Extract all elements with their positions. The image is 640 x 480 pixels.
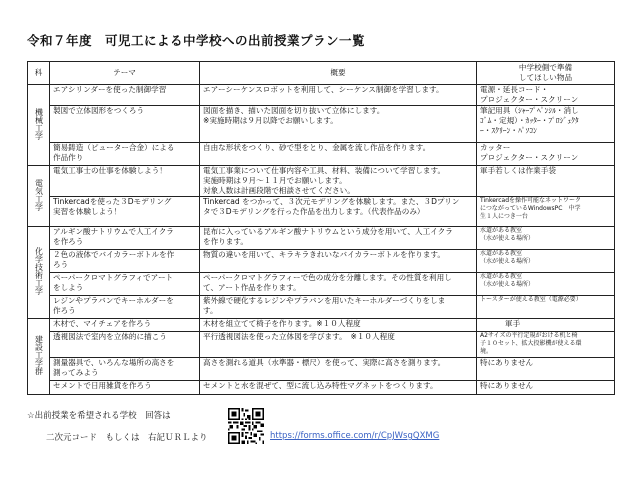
prep-cell: A2サイズの平行定規がおける机と椅 子１０セット、拡大投影機が使える環 境。 xyxy=(477,332,615,358)
summary-cell: 高さを測れる道具（水準器・標尺）を使って、実際に高さを測ります。 xyxy=(200,358,477,381)
prep-cell: カッター プロジェクター・スクリーン xyxy=(477,143,615,166)
theme-cell: アルギン酸ナトリウムで人工イクラ を作ろう xyxy=(50,227,200,250)
summary-cell: 平行透視図法を使った立体図を学びます。 ※１０人程度 xyxy=(200,332,477,358)
table-row xyxy=(28,358,615,381)
theme-cell: エアシリンダーを使った制御学習 xyxy=(50,85,200,106)
prep-cell: 水道がある教室 （水が使える場所） xyxy=(477,250,615,273)
prep-cell: 軍手若しくは作業手袋 xyxy=(477,166,615,197)
table-row xyxy=(28,197,615,227)
table-header-row xyxy=(28,62,615,85)
prep-cell: 筆記用具（ｼｬｰﾌﾟﾍﾟﾝｼﾙ・消し ｺﾞﾑ・定規）・ｶｯﾀｰ・ﾌﾟﾛｼﾞｪｸﾀ ｰ・ｽｸﾘｰﾝ・ﾊﾟｿｺﾝ xyxy=(477,106,615,143)
footer-note: ☆出前授業を希望される学校 回答は xyxy=(27,411,171,421)
summary-cell: セメントと水を混ぜて、型に流し込み特性マグネットをつくります。 xyxy=(200,381,477,395)
theme-cell: セメントで日用雑貨を作ろう xyxy=(50,381,200,395)
summary-cell: 紫外線で硬化するレジンやプラバンを用いたキーホルダーづくりをしま す。 xyxy=(200,296,477,319)
theme-cell: 透視図法で室内を立体的に描こう xyxy=(50,332,200,358)
footer-instructions: 二次元コード もしくは 右記ＵＲＬより xyxy=(46,433,208,443)
header-category: 科 xyxy=(28,62,50,85)
summary-cell: ペーパークロマトグラフィーで色の成分を分離します。その性質を利用し て、アート作品を作ります。 xyxy=(200,273,477,296)
table-row xyxy=(28,296,615,319)
table-row xyxy=(28,319,615,332)
table-row xyxy=(28,166,615,197)
summary-cell: Tinkercad をつかって、３次元モデリングを体験します。また、３Dプリン タで３Dモデリングを行った作品を出力します。（代表作品のみ） xyxy=(200,197,477,227)
theme-cell: 簡易鋳造（ピューター合金）による 作品作り xyxy=(50,143,200,166)
page-title: 令和７年度 可児工による中学校への出前授業プラン一覧 xyxy=(27,33,366,48)
theme-cell: 木材で、マイチェアを作ろう xyxy=(50,319,200,332)
lesson-plan-table xyxy=(27,61,615,395)
summary-cell: 図面を描き、描いた図面を切り抜いて立体にします。 ※実施時期は９月以降でお願いします。 xyxy=(200,106,477,143)
table-row xyxy=(28,250,615,273)
table-row xyxy=(28,85,615,106)
prep-cell: トースターが使える教室（電源必要） xyxy=(477,296,615,319)
category-kagaku xyxy=(28,227,50,319)
category-label: 機械工学 xyxy=(34,107,44,140)
category-label: 建設工学群 xyxy=(34,335,44,375)
header-prep: 中学校側で準備 してほしい物品 xyxy=(477,62,615,85)
prep-cell: Tinkercadを操作可能なネットワーク につながっているWindowsPC 中学 生１人につき一台 xyxy=(477,197,615,227)
summary-cell: 木材を組立てて椅子を作ります。※１０人程度 xyxy=(200,319,477,332)
table-row xyxy=(28,106,615,143)
table-row xyxy=(28,381,615,395)
summary-cell: 電気工事業について仕事内容や工具、材料、装備について学習します。 実施時期は９月～１１月でお願いします。 対象人数は計画段階で相談させてください。 xyxy=(200,166,477,197)
category-denki xyxy=(28,166,50,227)
theme-cell: ２色の液体でバイカラーボトルを作 ろう xyxy=(50,250,200,273)
summary-cell: 昆布に入っているアルギン酸ナトリウムという成分を用いて、人工イクラ を作ります。 xyxy=(200,227,477,250)
category-label: 化学技術工学 xyxy=(34,247,44,295)
qr-code-icon[interactable] xyxy=(228,408,264,444)
form-url-link[interactable]: https://forms.office.com/r/CpJWsgQXMG xyxy=(270,431,440,441)
prep-cell: 水道がある教室 （水が使える場所） xyxy=(477,227,615,250)
table-row xyxy=(28,143,615,166)
table-row xyxy=(28,332,615,358)
table-row xyxy=(28,273,615,296)
theme-cell: Tinkercadを使った３Dモデリング 実習を体験しよう！ xyxy=(50,197,200,227)
category-kenchiku xyxy=(28,319,50,395)
prep-cell: 電源・延長コード・ プロジェクター・スクリーン xyxy=(477,85,615,106)
table-row xyxy=(28,227,615,250)
summary-cell: 物質の違いを用いて、キラキラきれいなバイカラーボトルを作ります。 xyxy=(200,250,477,273)
theme-cell: 電気工事士の仕事を体験しよう！ xyxy=(50,166,200,197)
header-theme: テーマ xyxy=(50,62,200,85)
theme-cell: レジンやプラバンでキーホルダーを 作ろう xyxy=(50,296,200,319)
theme-cell: 製図で立体図形をつくろう xyxy=(50,106,200,143)
category-kikai xyxy=(28,85,50,166)
category-label: 電気工学 xyxy=(34,178,44,211)
summary-cell: エアーシーケンスロボットを利用して、シーケンス制御を学習します。 xyxy=(200,85,477,106)
prep-cell: 特にありません xyxy=(477,381,615,395)
summary-cell: 自由な形状をつくり、砂で型をとり、金属を流し作品を作ります。 xyxy=(200,143,477,166)
theme-cell: 測量器具で、いろんな場所の高さを 測ってみよう xyxy=(50,358,200,381)
prep-cell: 水道がある教室 （水が使える場所） xyxy=(477,273,615,296)
prep-cell: 特にありません xyxy=(477,358,615,381)
theme-cell: ペーパークロマトグラフィでアート をしよう xyxy=(50,273,200,296)
header-summary: 概要 xyxy=(200,62,477,85)
prep-cell: 軍手 xyxy=(477,319,615,332)
